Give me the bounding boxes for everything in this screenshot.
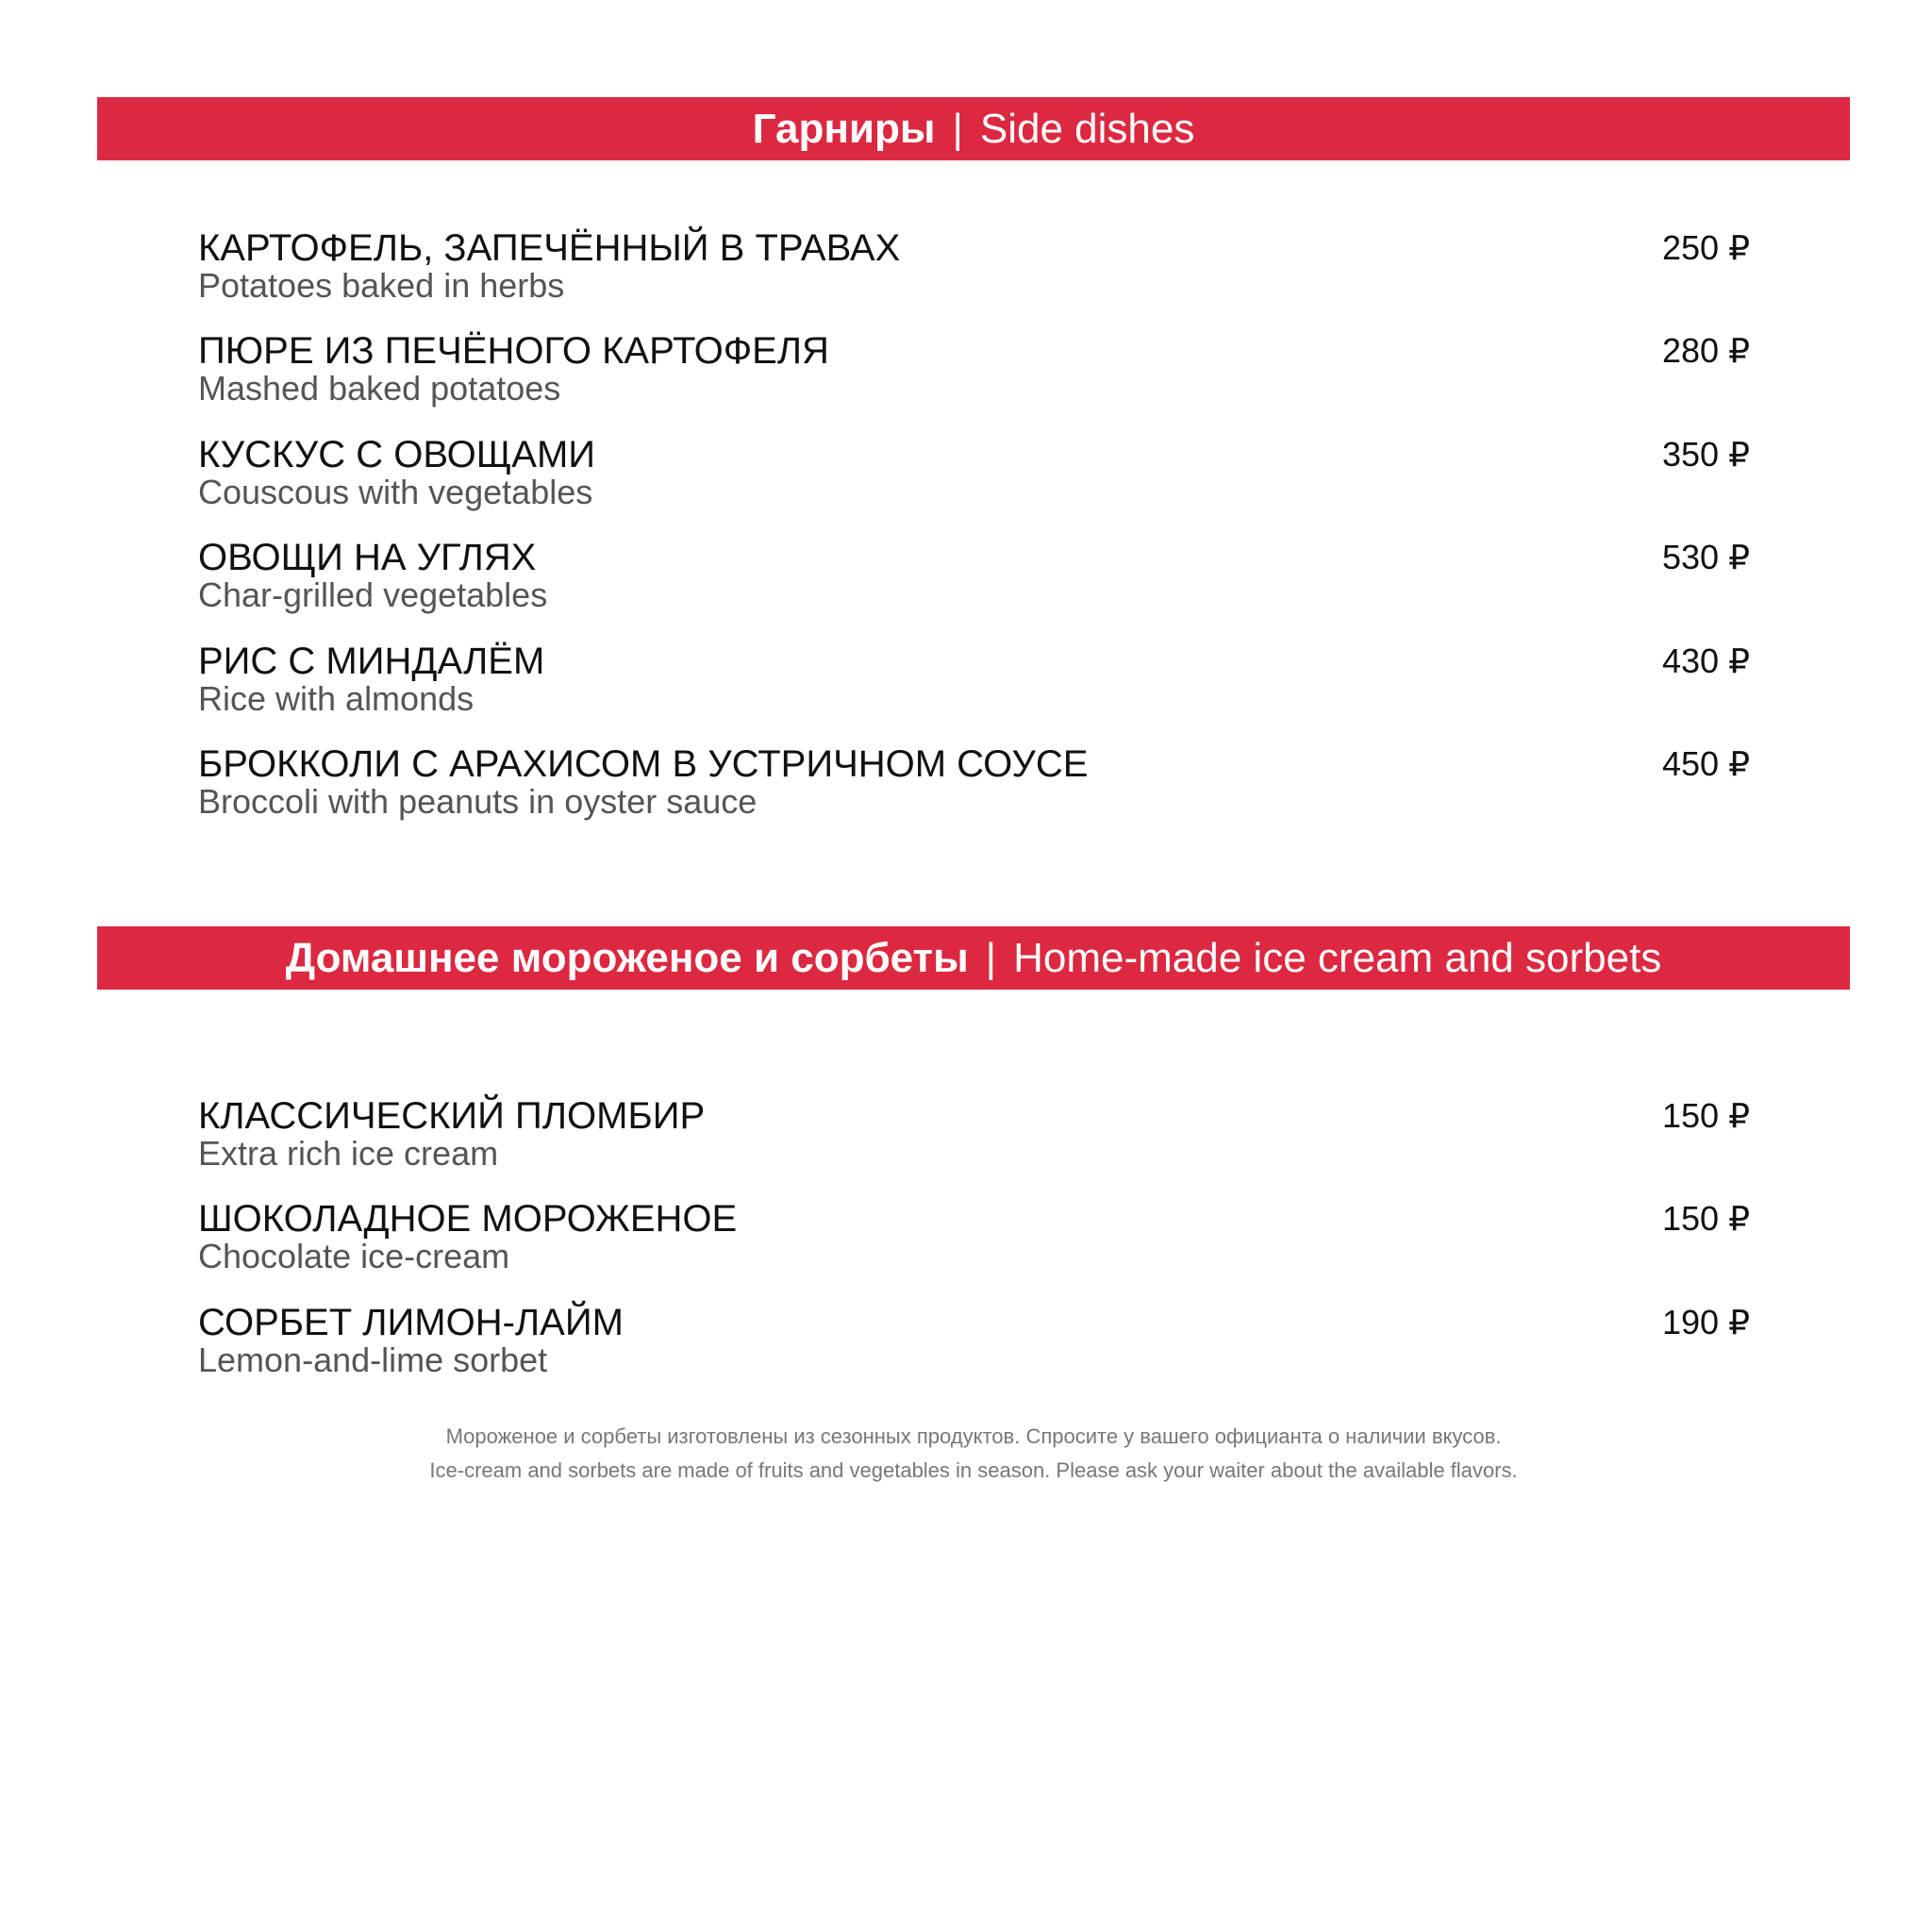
title-separator: |	[985, 934, 997, 981]
item-description: Lemon-and-lime sorbet	[198, 1340, 548, 1379]
menu-item	[198, 331, 1750, 434]
item-price: 150 ₽	[1662, 1096, 1750, 1135]
title-separator: |	[952, 105, 963, 152]
footnote-ru: Мороженое и сорбеты изготовлены из сезонных продуктов. Спросите у вашего официанта о наличии вкусов.	[445, 1424, 1502, 1448]
section-title-en: Home-made ice cream and sorbets	[1013, 934, 1662, 981]
item-name: БРОККОЛИ С АРАХИСОМ В УСТРИЧНОМ СОУСЕ	[198, 742, 1089, 785]
footnote-en: Ice-cream and sorbets are made of fruits and vegetables in season. Please ask your waiter about the available flavors.	[429, 1458, 1518, 1482]
section-header-side-dishes	[97, 97, 1850, 160]
item-name: ПЮРЕ ИЗ ПЕЧЁНОГО КАРТОФЕЛЯ	[198, 330, 829, 373]
item-name: КЛАССИЧЕСКИЙ ПЛОМБИР	[198, 1095, 706, 1137]
item-price: 150 ₽	[1662, 1199, 1750, 1239]
menu-item	[198, 538, 1750, 641]
menu-item	[198, 228, 1750, 331]
section-header-ice-cream	[97, 926, 1850, 990]
menu-item	[198, 1303, 1750, 1406]
item-name: СОРБЕТ ЛИМОН-ЛАЙМ	[198, 1301, 624, 1343]
item-description: Extra rich ice cream	[198, 1134, 499, 1173]
item-price: 530 ₽	[1662, 538, 1750, 577]
menu-item	[198, 641, 1750, 744]
item-price: 190 ₽	[1662, 1302, 1750, 1341]
menu-item	[198, 1199, 1750, 1302]
item-description: Rice with almonds	[198, 678, 475, 718]
item-price: 250 ₽	[1662, 228, 1750, 267]
item-name: ШОКОЛАДНОЕ МОРОЖЕНОЕ	[198, 1198, 738, 1241]
footnote	[97, 1420, 1850, 1488]
item-price: 430 ₽	[1662, 641, 1750, 680]
menu-item	[198, 1096, 1750, 1199]
item-price: 280 ₽	[1662, 331, 1750, 371]
item-name: РИС С МИНДАЛЁМ	[198, 640, 545, 682]
side-dishes-list	[198, 228, 1750, 847]
section-title-ru: Домашнее мороженое и сорбеты	[285, 934, 969, 981]
ice-cream-list	[198, 1096, 1750, 1406]
item-name: КУСКУС С ОВОЩАМИ	[198, 433, 596, 475]
section-title-en: Side dishes	[979, 105, 1195, 152]
item-description: Broccoli with peanuts in oyster sauce	[198, 781, 758, 821]
item-description: Char-grilled vegetables	[198, 575, 548, 615]
item-name: ОВОЩИ НА УГЛЯХ	[198, 537, 537, 579]
item-description: Mashed baked potatoes	[198, 369, 561, 408]
item-description: Potatoes baked in herbs	[198, 266, 565, 305]
item-description: Couscous with vegetables	[198, 472, 593, 511]
item-description: Chocolate ice-cream	[198, 1237, 510, 1276]
menu-item	[198, 744, 1750, 847]
item-price: 350 ₽	[1662, 434, 1750, 474]
menu-item	[198, 435, 1750, 538]
item-name: КАРТОФЕЛЬ, ЗАПЕЧЁННЫЙ В ТРАВАХ	[198, 227, 901, 269]
section-title-ru: Гарниры	[752, 105, 936, 152]
item-price: 450 ₽	[1662, 743, 1750, 783]
